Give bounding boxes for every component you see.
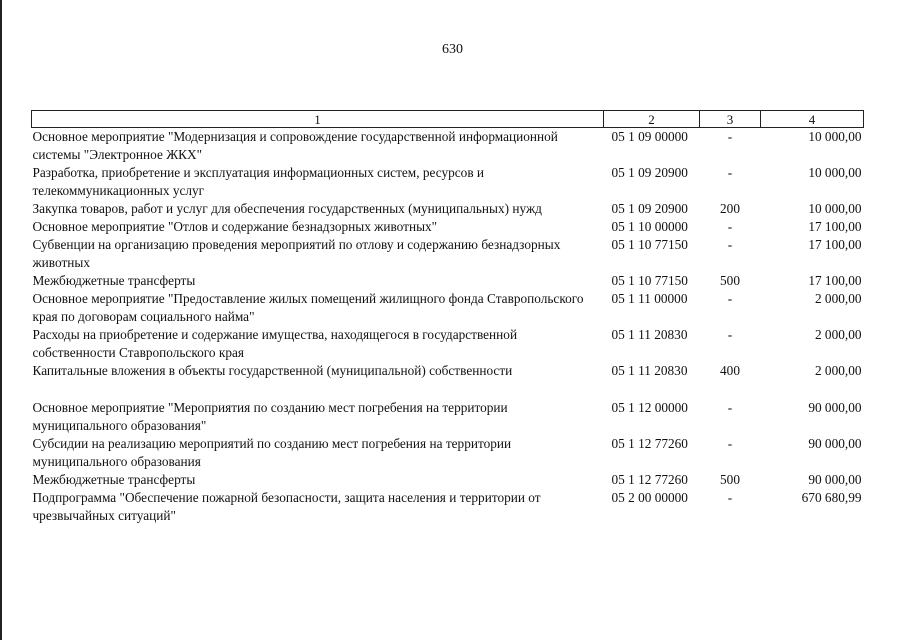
row-name: Основное мероприятие "Отлов и содержание безнадзорных животных" (32, 219, 438, 234)
row-amount: 10 000,00 (808, 165, 862, 180)
row-type: - (727, 291, 733, 306)
row-amount: 670 680,99 (801, 490, 862, 505)
row-code: 05 1 10 77150 (611, 237, 688, 252)
table-body (32, 128, 864, 526)
row-code: 05 1 09 00000 (611, 129, 688, 144)
row-amount: 2 000,00 (814, 327, 862, 342)
row-name: Капитальные вложения в объекты государственной (муниципальной) собственности (32, 363, 513, 378)
row-amount: 10 000,00 (808, 201, 862, 216)
row-type: 500 (720, 273, 740, 288)
row-code: 05 1 09 20900 (611, 165, 688, 180)
row-amount: 90 000,00 (808, 472, 862, 487)
table-row (32, 272, 864, 290)
table-row (32, 471, 864, 489)
header-col-2: 2 (604, 111, 700, 128)
row-amount: 90 000,00 (808, 436, 862, 451)
row-name: Межбюджетные трансферты (32, 273, 196, 288)
row-name: Подпрограмма "Обеспечение пожарной безопасности, защита населения и территории от чрезвычайных ситуаций" (32, 490, 541, 523)
header-col-4: 4 (761, 111, 864, 128)
table-row (32, 326, 864, 362)
row-name: Субвенции на организацию проведения мероприятий по отлову и содержанию безнадзорных животных (32, 237, 561, 270)
row-type: - (727, 219, 733, 234)
row-type: - (727, 327, 733, 342)
row-code: 05 1 11 20830 (611, 363, 688, 378)
table-row (32, 435, 864, 471)
row-name: Основное мероприятие "Предоставление жилых помещений жилищного фонда Ставропольского края по договорам социального найма" (32, 291, 584, 324)
row-code: 05 1 12 77260 (611, 472, 688, 487)
row-name: Расходы на приобретение и содержание имущества, находящегося в государственной собственности Ставропольского края (32, 327, 518, 360)
row-type: - (727, 436, 733, 451)
table-row (32, 290, 864, 326)
row-name: Межбюджетные трансферты (32, 472, 196, 487)
row-type: 400 (720, 363, 740, 378)
row-amount: 10 000,00 (808, 129, 862, 144)
row-type: 200 (720, 201, 740, 216)
row-name: Разработка, приобретение и эксплуатация информационных систем, ресурсов и телекоммуникационных услуг (32, 165, 485, 198)
row-amount: 17 100,00 (808, 219, 862, 234)
row-code: 05 2 00 00000 (611, 490, 688, 505)
row-name: Субсидии на реализацию мероприятий по созданию мест погребения на территории муниципального образования (32, 436, 512, 469)
row-amount: 90 000,00 (808, 400, 862, 415)
left-margin-rule (0, 0, 2, 640)
row-name: Закупка товаров, работ и услуг для обеспечения государственных (муниципальных) нужд (32, 201, 542, 216)
row-type: 500 (720, 472, 740, 487)
table-row (32, 399, 864, 435)
table-row (32, 489, 864, 525)
row-code: 05 1 11 00000 (611, 291, 688, 306)
row-type: - (727, 129, 733, 144)
header-col-1: 1 (32, 111, 604, 128)
header-row (32, 111, 864, 128)
row-code: 05 1 09 20900 (611, 201, 688, 216)
table-row (32, 128, 864, 165)
row-name: Основное мероприятие "Модернизация и сопровождение государственной информационной системы "Электронное ЖКХ" (32, 129, 558, 162)
table-row (32, 236, 864, 272)
row-code: 05 1 12 77260 (611, 436, 688, 451)
row-amount: 17 100,00 (808, 273, 862, 288)
row-amount: 17 100,00 (808, 237, 862, 252)
row-name: Основное мероприятие "Мероприятия по созданию мест погребения на территории муниципального образования" (32, 400, 508, 433)
row-type: - (727, 400, 733, 415)
row-code: 05 1 11 20830 (611, 327, 688, 342)
table-row (32, 218, 864, 236)
row-type: - (727, 490, 733, 505)
page-number: 630 (442, 42, 463, 57)
row-amount: 2 000,00 (814, 363, 862, 378)
row-amount: 2 000,00 (814, 291, 862, 306)
row-code: 05 1 10 00000 (611, 219, 688, 234)
header-col-3: 3 (700, 111, 761, 128)
table-header (32, 111, 864, 128)
table-row (32, 200, 864, 218)
row-code: 05 1 12 00000 (611, 400, 688, 415)
table-row (32, 362, 864, 399)
budget-table (31, 110, 864, 525)
row-type: - (727, 165, 733, 180)
row-type: - (727, 237, 733, 252)
row-code: 05 1 10 77150 (611, 273, 688, 288)
table-row (32, 164, 864, 200)
